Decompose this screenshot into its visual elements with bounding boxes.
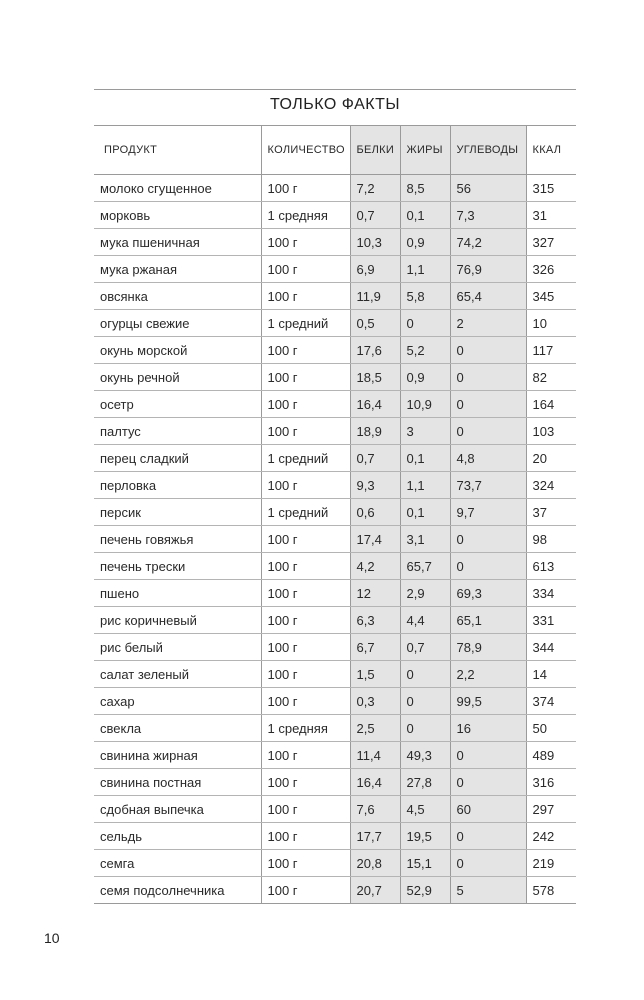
table-row: [94, 688, 576, 715]
cell-fat: 65,7: [400, 553, 450, 580]
cell-protein: 10,3: [350, 229, 400, 256]
cell-fat: 10,9: [400, 391, 450, 418]
cell-product: молоко сгущенное: [94, 175, 261, 202]
table-row: [94, 742, 576, 769]
cell-fat: 0,1: [400, 499, 450, 526]
cell-quantity: 100 г: [261, 580, 350, 607]
header-quantity: КОЛИЧЕСТВО: [261, 126, 350, 175]
cell-protein: 7,6: [350, 796, 400, 823]
cell-carbs: 0: [450, 553, 526, 580]
header-carbs: УГЛЕВОДЫ: [450, 126, 526, 175]
cell-protein: 18,9: [350, 418, 400, 445]
page-title: ТОЛЬКО ФАКТЫ: [269, 96, 401, 113]
cell-carbs: 0: [450, 364, 526, 391]
cell-quantity: 100 г: [261, 418, 350, 445]
cell-kcal: 242: [526, 823, 576, 850]
table-row: [94, 472, 576, 499]
cell-kcal: 489: [526, 742, 576, 769]
cell-carbs: 73,7: [450, 472, 526, 499]
cell-product: осетр: [94, 391, 261, 418]
cell-quantity: 100 г: [261, 256, 350, 283]
cell-fat: 0: [400, 688, 450, 715]
cell-kcal: 327: [526, 229, 576, 256]
cell-carbs: 0: [450, 823, 526, 850]
cell-quantity: 100 г: [261, 769, 350, 796]
cell-product: сахар: [94, 688, 261, 715]
cell-kcal: 315: [526, 175, 576, 202]
cell-quantity: 100 г: [261, 364, 350, 391]
cell-quantity: 100 г: [261, 823, 350, 850]
cell-kcal: 331: [526, 607, 576, 634]
cell-product: салат зеленый: [94, 661, 261, 688]
cell-protein: 12: [350, 580, 400, 607]
cell-fat: 1,1: [400, 472, 450, 499]
cell-kcal: 297: [526, 796, 576, 823]
cell-protein: 6,3: [350, 607, 400, 634]
cell-kcal: 37: [526, 499, 576, 526]
cell-carbs: 0: [450, 337, 526, 364]
cell-carbs: 60: [450, 796, 526, 823]
cell-kcal: 326: [526, 256, 576, 283]
cell-carbs: 0: [450, 418, 526, 445]
cell-protein: 0,7: [350, 445, 400, 472]
cell-product: печень трески: [94, 553, 261, 580]
cell-protein: 0,3: [350, 688, 400, 715]
cell-fat: 15,1: [400, 850, 450, 877]
cell-fat: 1,1: [400, 256, 450, 283]
table-header-row: [94, 126, 576, 175]
cell-quantity: 100 г: [261, 391, 350, 418]
cell-carbs: 0: [450, 769, 526, 796]
cell-kcal: 98: [526, 526, 576, 553]
cell-protein: 17,4: [350, 526, 400, 553]
cell-protein: 16,4: [350, 769, 400, 796]
cell-kcal: 82: [526, 364, 576, 391]
cell-kcal: 50: [526, 715, 576, 742]
cell-carbs: 76,9: [450, 256, 526, 283]
table-row: [94, 391, 576, 418]
cell-quantity: 100 г: [261, 661, 350, 688]
cell-fat: 0: [400, 715, 450, 742]
table-row: [94, 445, 576, 472]
cell-kcal: 316: [526, 769, 576, 796]
cell-kcal: 117: [526, 337, 576, 364]
cell-carbs: 2: [450, 310, 526, 337]
cell-quantity: 100 г: [261, 607, 350, 634]
table-row: [94, 202, 576, 229]
nutrition-table: [94, 125, 576, 904]
cell-kcal: 103: [526, 418, 576, 445]
cell-product: свинина постная: [94, 769, 261, 796]
table-row: [94, 607, 576, 634]
cell-product: палтус: [94, 418, 261, 445]
table-row: [94, 553, 576, 580]
table-row: [94, 418, 576, 445]
cell-fat: 0: [400, 310, 450, 337]
cell-fat: 4,4: [400, 607, 450, 634]
cell-protein: 4,2: [350, 553, 400, 580]
table-row: [94, 310, 576, 337]
cell-quantity: 1 средняя: [261, 202, 350, 229]
cell-protein: 20,7: [350, 877, 400, 904]
cell-fat: 3,1: [400, 526, 450, 553]
cell-kcal: 20: [526, 445, 576, 472]
cell-quantity: 100 г: [261, 229, 350, 256]
cell-protein: 0,6: [350, 499, 400, 526]
table-row: [94, 661, 576, 688]
header-product: ПРОДУКТ: [94, 126, 261, 175]
table-row: [94, 796, 576, 823]
cell-quantity: 100 г: [261, 877, 350, 904]
cell-kcal: 10: [526, 310, 576, 337]
cell-carbs: 5: [450, 877, 526, 904]
cell-quantity: 100 г: [261, 742, 350, 769]
cell-kcal: 578: [526, 877, 576, 904]
cell-kcal: 374: [526, 688, 576, 715]
cell-fat: 19,5: [400, 823, 450, 850]
cell-fat: 4,5: [400, 796, 450, 823]
cell-kcal: 613: [526, 553, 576, 580]
cell-product: свинина жирная: [94, 742, 261, 769]
cell-carbs: 0: [450, 850, 526, 877]
cell-protein: 0,5: [350, 310, 400, 337]
cell-fat: 0: [400, 661, 450, 688]
cell-protein: 17,7: [350, 823, 400, 850]
header-kcal: ККАЛ: [526, 126, 576, 175]
table-row: [94, 256, 576, 283]
cell-quantity: 100 г: [261, 634, 350, 661]
cell-carbs: 65,1: [450, 607, 526, 634]
cell-carbs: 2,2: [450, 661, 526, 688]
cell-protein: 2,5: [350, 715, 400, 742]
cell-kcal: 14: [526, 661, 576, 688]
cell-fat: 2,9: [400, 580, 450, 607]
cell-kcal: 324: [526, 472, 576, 499]
table-row: [94, 850, 576, 877]
table-row: [94, 526, 576, 553]
table-row: [94, 229, 576, 256]
table-row: [94, 175, 576, 202]
cell-fat: 5,8: [400, 283, 450, 310]
cell-quantity: 1 средняя: [261, 715, 350, 742]
cell-protein: 9,3: [350, 472, 400, 499]
cell-product: окунь речной: [94, 364, 261, 391]
table-row: [94, 715, 576, 742]
cell-fat: 0,9: [400, 229, 450, 256]
table-row: [94, 769, 576, 796]
cell-product: свекла: [94, 715, 261, 742]
cell-carbs: 0: [450, 742, 526, 769]
cell-product: семга: [94, 850, 261, 877]
cell-product: перловка: [94, 472, 261, 499]
cell-quantity: 100 г: [261, 283, 350, 310]
cell-carbs: 65,4: [450, 283, 526, 310]
cell-product: овсянка: [94, 283, 261, 310]
cell-carbs: 9,7: [450, 499, 526, 526]
cell-fat: 0,1: [400, 445, 450, 472]
cell-quantity: 100 г: [261, 175, 350, 202]
cell-quantity: 100 г: [261, 337, 350, 364]
cell-kcal: 345: [526, 283, 576, 310]
cell-quantity: 1 средний: [261, 499, 350, 526]
cell-carbs: 74,2: [450, 229, 526, 256]
cell-product: огурцы свежие: [94, 310, 261, 337]
cell-fat: 3: [400, 418, 450, 445]
cell-fat: 52,9: [400, 877, 450, 904]
cell-protein: 18,5: [350, 364, 400, 391]
cell-product: морковь: [94, 202, 261, 229]
table-row: [94, 283, 576, 310]
cell-fat: 5,2: [400, 337, 450, 364]
cell-product: пшено: [94, 580, 261, 607]
cell-product: перец сладкий: [94, 445, 261, 472]
cell-quantity: 100 г: [261, 850, 350, 877]
cell-quantity: 100 г: [261, 688, 350, 715]
cell-product: сельдь: [94, 823, 261, 850]
cell-protein: 11,4: [350, 742, 400, 769]
cell-quantity: 100 г: [261, 796, 350, 823]
cell-product: рис белый: [94, 634, 261, 661]
table-row: [94, 337, 576, 364]
table-row: [94, 499, 576, 526]
cell-carbs: 0: [450, 391, 526, 418]
table-row: [94, 580, 576, 607]
cell-fat: 0,1: [400, 202, 450, 229]
cell-fat: 49,3: [400, 742, 450, 769]
cell-carbs: 78,9: [450, 634, 526, 661]
header-protein: БЕЛКИ: [350, 126, 400, 175]
header-fat: ЖИРЫ: [400, 126, 450, 175]
cell-fat: 27,8: [400, 769, 450, 796]
cell-carbs: 0: [450, 526, 526, 553]
cell-carbs: 16: [450, 715, 526, 742]
cell-product: мука ржаная: [94, 256, 261, 283]
cell-protein: 0,7: [350, 202, 400, 229]
cell-protein: 6,7: [350, 634, 400, 661]
cell-carbs: 7,3: [450, 202, 526, 229]
cell-kcal: 31: [526, 202, 576, 229]
top-rule: [94, 89, 576, 90]
cell-kcal: 219: [526, 850, 576, 877]
cell-carbs: 4,8: [450, 445, 526, 472]
cell-protein: 17,6: [350, 337, 400, 364]
cell-protein: 11,9: [350, 283, 400, 310]
cell-quantity: 100 г: [261, 472, 350, 499]
cell-protein: 7,2: [350, 175, 400, 202]
cell-product: рис коричневый: [94, 607, 261, 634]
cell-kcal: 164: [526, 391, 576, 418]
cell-quantity: 1 средний: [261, 310, 350, 337]
cell-protein: 1,5: [350, 661, 400, 688]
cell-product: окунь морской: [94, 337, 261, 364]
table-row: [94, 364, 576, 391]
cell-fat: 0,7: [400, 634, 450, 661]
table-row: [94, 634, 576, 661]
page-number: 10: [44, 930, 60, 946]
cell-fat: 0,9: [400, 364, 450, 391]
cell-product: семя подсолнечника: [94, 877, 261, 904]
cell-protein: 6,9: [350, 256, 400, 283]
cell-fat: 8,5: [400, 175, 450, 202]
cell-quantity: 100 г: [261, 526, 350, 553]
cell-product: персик: [94, 499, 261, 526]
cell-protein: 20,8: [350, 850, 400, 877]
cell-kcal: 344: [526, 634, 576, 661]
cell-carbs: 69,3: [450, 580, 526, 607]
cell-quantity: 1 средний: [261, 445, 350, 472]
cell-product: печень говяжья: [94, 526, 261, 553]
table-row: [94, 823, 576, 850]
cell-carbs: 99,5: [450, 688, 526, 715]
cell-quantity: 100 г: [261, 553, 350, 580]
cell-kcal: 334: [526, 580, 576, 607]
cell-product: мука пшеничная: [94, 229, 261, 256]
cell-protein: 16,4: [350, 391, 400, 418]
table-row: [94, 877, 576, 904]
cell-carbs: 56: [450, 175, 526, 202]
cell-product: сдобная выпечка: [94, 796, 261, 823]
